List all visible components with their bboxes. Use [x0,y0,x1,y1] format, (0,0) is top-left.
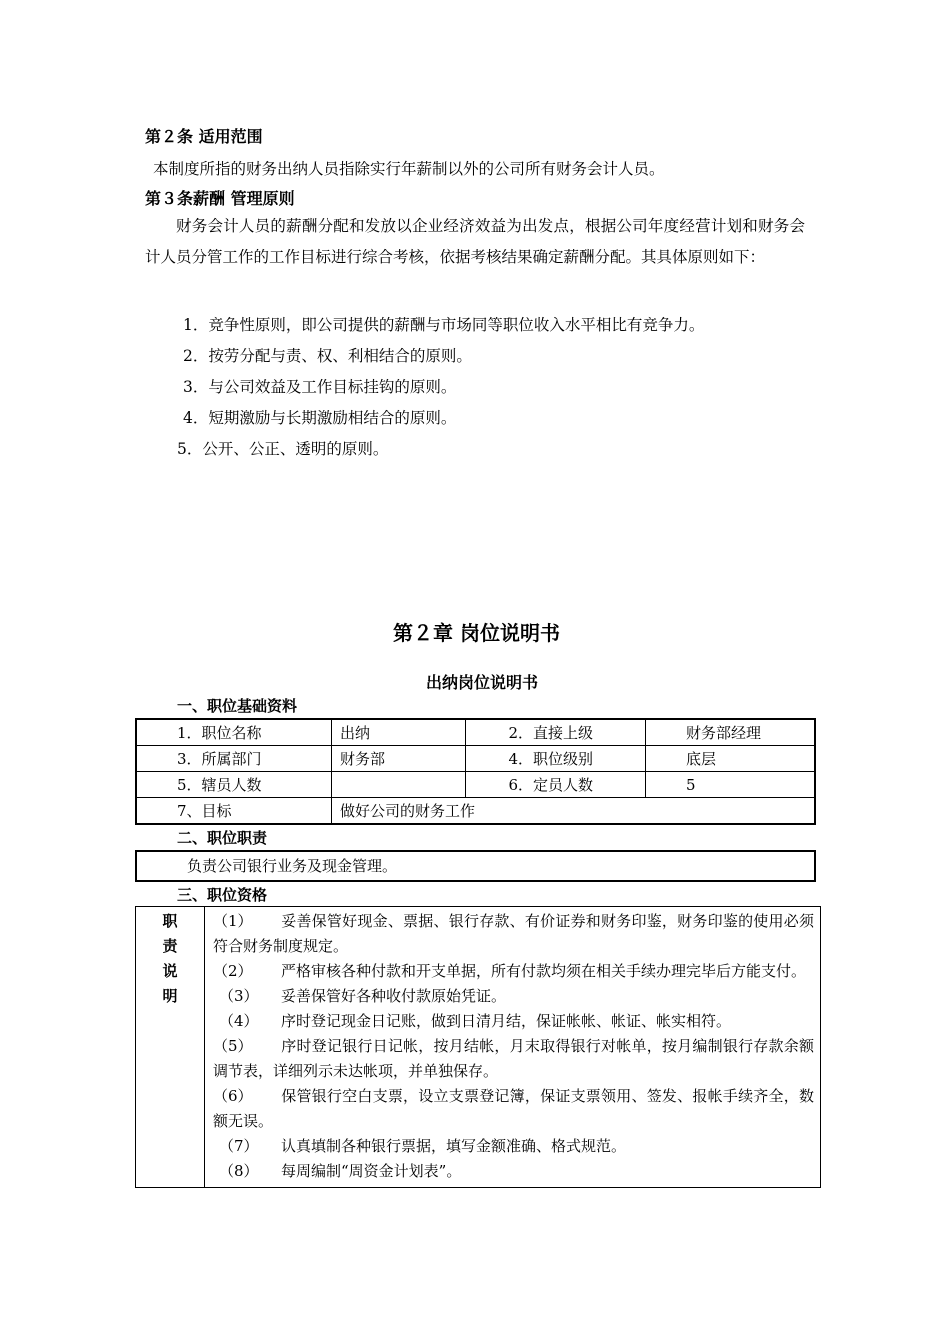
info-value: 财务部经理 [645,719,815,746]
item-text: 序时登记银行日记帐，按月结帐，月末取得银行对帐单，按月编制银行存款余额调节表，详细列示未达帐项，并单独保存。 [213,1037,814,1080]
list-item [213,909,814,959]
info-label: 5．辖员人数 [136,772,331,798]
label-char: 职 [162,912,178,930]
item-number: （7） [219,1137,259,1155]
info-label: 6．定员人数 [466,772,646,798]
list-item [213,1084,814,1134]
info-value: 5 [645,772,815,798]
item-text: 妥善保管好各种收付款原始凭证。 [281,987,507,1005]
document-subtitle: 出纳岗位说明书 [426,673,539,692]
section-1-title: 一、职位基础资料 [177,697,298,715]
label-char: 说 [162,962,178,980]
info-value: 出纳 [331,719,466,746]
list-item [213,1034,814,1084]
chapter-title: 第２章 岗位说明书 [393,621,560,645]
table-row [136,746,815,772]
principle-item-4: 4．短期激励与长期激励相结合的原则。 [183,409,457,427]
responsibility-label [136,907,205,1188]
item-number: （1） [213,912,253,930]
principle-item-1: 1．竞争性原则，即公司提供的薪酬与市场同等职位收入水平相比有竞争力。 [183,316,705,334]
item-number: （8） [219,1162,259,1180]
article-2-text: 本制度所指的财务出纳人员指除实行年薪制以外的公司所有财务会计人员。 [153,160,665,178]
duty-text: 负责公司银行业务及现金管理。 [187,857,398,875]
info-value: 底层 [645,746,815,772]
principle-item-2: 2．按劳分配与责、权、利相结合的原则。 [183,347,472,365]
item-number: （5） [213,1037,253,1055]
label-char: 责 [162,937,178,955]
principle-item-5: 5．公开、公正、透明的原则。 [177,440,389,458]
item-text: 每周编制“周资金计划表”。 [281,1162,462,1180]
article-3-heading: 第３条薪酬 管理原则 [145,189,295,208]
list-item [213,959,814,984]
info-label: 4．职位级别 [466,746,646,772]
info-value [331,772,466,798]
item-text: 妥善保管好现金、票据、银行存款、有价证券和财务印鉴，财务印鉴的使用必须符合财务制度规定。 [213,912,814,955]
basic-info-table [135,718,816,825]
table-row [136,798,815,825]
responsibility-table [135,906,821,1188]
label-char: 明 [162,987,178,1005]
item-text: 保管银行空白支票，设立支票登记簿，保证支票领用、签发、报帐手续齐全，数额无误。 [213,1087,814,1130]
section-2-title: 二、职位职责 [177,829,268,847]
item-text: 序时登记现金日记账，做到日清月结，保证帐帐、帐证、帐实相符。 [281,1012,732,1030]
item-text: 严格审核各种付款和开支单据，所有付款均须在相关手续办理完毕后方能支付。 [281,962,807,980]
info-label: 2．直接上级 [466,719,646,746]
item-number: （2） [213,962,253,980]
info-value: 财务部 [331,746,466,772]
list-item [213,1159,814,1184]
article-3-paragraph: 财务会计人员的薪酬分配和发放以企业经济效益为出发点，根据公司年度经营计划和财务会计人员分管工作的工作目标进行综合考核，依据考核结果确定薪酬分配。其具体原则如下： [145,217,805,266]
section-3-title: 三、职位资格 [177,886,268,904]
goal-label: 7、目标 [136,798,331,825]
table-row [136,719,815,746]
goal-value: 做好公司的财务工作 [331,798,815,825]
item-text: 认真填制各种银行票据，填写金额准确、格式规范。 [281,1137,627,1155]
item-number: （6） [213,1087,253,1105]
item-number: （4） [219,1012,259,1030]
list-item [213,1134,814,1159]
table-row [136,907,821,1188]
table-row [136,772,815,798]
principle-item-3: 3．与公司效益及工作目标挂钩的原则。 [183,378,457,396]
duty-box [135,850,816,882]
article-2-heading: 第２条 适用范围 [145,127,263,146]
info-label: 1．职位名称 [136,719,331,746]
info-label: 3．所属部门 [136,746,331,772]
list-item [213,1009,814,1034]
responsibility-list [205,907,821,1188]
list-item [213,984,814,1009]
item-number: （3） [219,987,259,1005]
